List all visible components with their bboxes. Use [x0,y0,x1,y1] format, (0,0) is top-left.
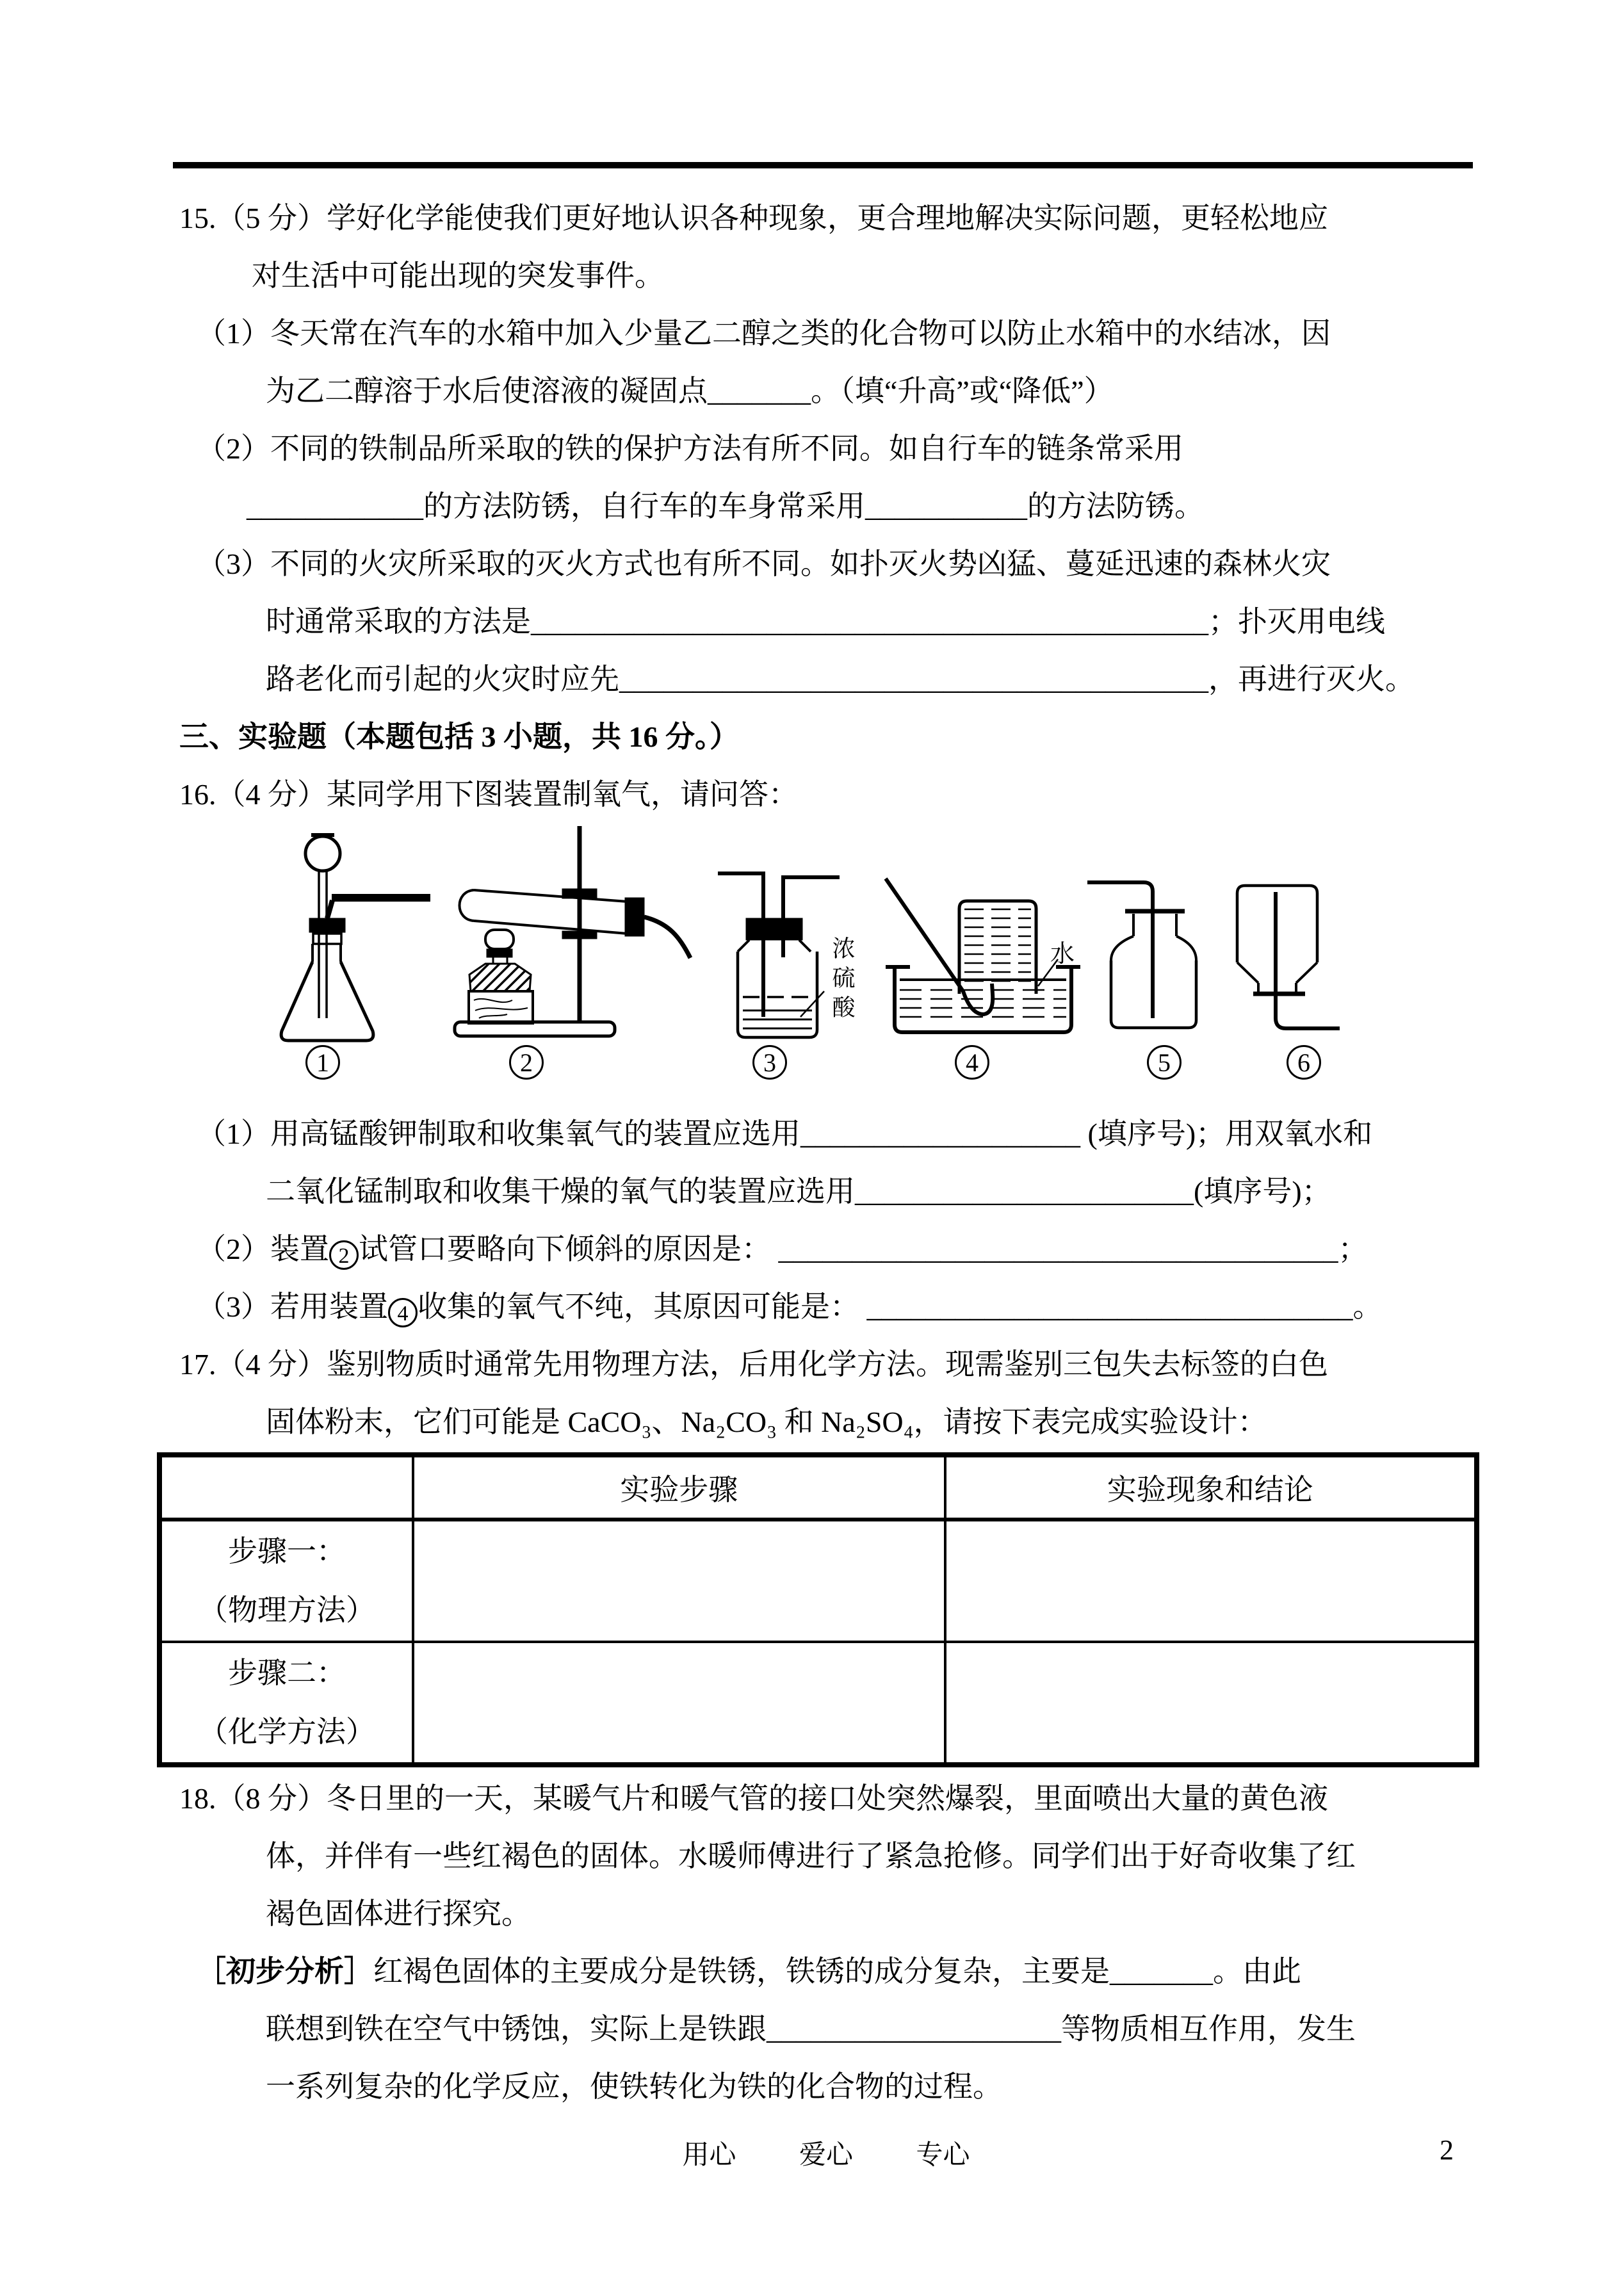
q17-line2: 固体粉末，它们可能是 CaCO₃、Na₂CO₃ 和 Na₂SO₄，请按下表完成实验设计： [266,1406,1267,1438]
q15-line2: 对生活中可能出现的突发事件。 [252,259,664,292]
concentrated-sulfuric-acid-label: 浓硫酸 [829,936,855,1025]
table-header-row [159,1455,1477,1520]
q17-line1: 17.（4 分）鉴别物质时通常先用物理方法，后用化学方法。现需鉴别三包失去标签的白色 [179,1348,1328,1381]
circled-number-2: 2 [329,1240,359,1270]
apparatus-line-art [179,826,1473,1101]
step2-label: 步骤二： [228,1657,346,1689]
apparatus-number-4: 4 [955,1045,989,1080]
apparatus-number-1: 1 [305,1045,340,1080]
table-header-empty-cell [159,1455,413,1520]
q18-line1: 18.（8 分）冬日里的一天，某暖气片和暖气管的接口处突然爆裂，里面喷出大量的黄色液 [179,1782,1328,1815]
footer-word-3: 专心 [916,2141,970,2170]
page-number: 2 [1440,2134,1454,2166]
q16-item3-text-post: 收集的氧气不纯，其原因可能是： _________________________________。 [418,1290,1383,1323]
step2-method: （化学方法） [199,1715,375,1748]
q16-item1-line2: 二氧化锰制取和收集干燥的氧气的装置应选用_______________________(填序号)； [266,1175,1331,1208]
footer-word-1: 用心 [682,2141,736,2170]
q16-item2-line [179,1220,1479,1278]
table-step2-result-cell [945,1642,1477,1765]
q18-line3: 褐色固体进行探究。 [266,1897,531,1930]
step1-method: （物理方法） [199,1594,375,1626]
inverted-gas-bottle-apparatus-6 [1237,886,1340,1028]
table-step2-label-cell [159,1642,413,1765]
test-tube-stand-apparatus-2 [455,826,690,1036]
q18-analysis-text1: 红褐色固体的主要成分是铁锈，铁锈的成分复杂，主要是_______。由此 [373,1955,1301,1988]
q16-item2-text-pre: （2）装置 [197,1233,329,1265]
q18-analysis-label: ［初步分析］ [197,1955,373,1988]
q15-item3-line1: （3）不同的火灾所采取的灭火方式也有所不同。如扑灭火势凶猛、蔓延迅速的森林火灾 [197,547,1331,580]
q18-analysis-line3: 一系列复杂的化学反应，使铁转化为铁的化合物的过程。 [266,2070,1002,2103]
q15-item1-line2: 为乙二醇溶于水后使溶液的凝固点_______。（填“升高”或“降低”） [266,375,1114,407]
experiment-design-table [157,1452,1479,1767]
apparatus-number-3: 3 [752,1045,787,1080]
page-footer [179,2134,1473,2172]
table-header-steps: 实验步骤 [413,1455,945,1520]
water-label: 水 [1050,941,1075,968]
apparatus-number-2: 2 [509,1045,544,1080]
q16-item3-text-pre: （3）若用装置 [197,1290,388,1323]
q16-item3-line [179,1278,1479,1336]
q15-item3-line2: 时通常采取的方法是______________________________________________；扑灭用电线 [266,605,1385,638]
header-rule [173,162,1473,168]
q15-item3-line3: 路老化而引起的火灾时应先________________________________________，再进行灭火。 [266,663,1415,695]
table-header-result: 实验现象和结论 [945,1455,1477,1520]
table-step1-result-cell [945,1520,1477,1642]
q16-item1-line1: （1）用高锰酸钾制取和收集氧气的装置应选用___________________ (填序号)；用双氧水和 [197,1117,1373,1150]
q15-item2-line2: ____________的方法防锈，自行车的车身常采用___________的方法防锈。 [247,490,1204,523]
q15-item2-line1: （2）不同的铁制品所采取的铁的保护方法有所不同。如自行车的链条常采用 [197,432,1183,465]
table-step1-label-cell [159,1520,413,1642]
flask-apparatus-1 [281,835,430,1041]
section3-heading: 三、实验题（本题包括 3 小题，共 16 分。） [179,720,739,753]
q18-analysis-line2: 联想到铁在空气中锈蚀，实际上是铁跟____________________等物质相互作用，发生 [266,2013,1356,2045]
circled-number-4: 4 [388,1298,418,1327]
q15-item1-line1: （1）冬天常在汽车的水箱中加入少量乙二醇之类的化合物可以防止水箱中的水结冰，因 [197,317,1331,350]
apparatus-diagram [179,826,1473,1101]
page-content [179,190,1479,2116]
q15-line1: 15.（5 分）学好化学能使我们更好地认识各种现象，更合理地解决实际问题，更轻松地应 [179,202,1328,234]
gas-bottle-apparatus-5 [1087,882,1196,1028]
q16-item2-text-post: 试管口要略向下倾斜的原因是： ______________________________________； [359,1233,1368,1265]
table-row-step2 [159,1642,1477,1765]
q16-intro: 16.（4 分）某同学用下图装置制氧气，请问答： [179,778,798,811]
q18-analysis-line1 [179,1943,1479,2000]
step1-label: 步骤一： [228,1535,346,1568]
gas-washing-bottle-apparatus-3 [718,873,840,1037]
table-row-step1 [159,1520,1477,1642]
apparatus-number-5: 5 [1147,1045,1181,1080]
table-step1-steps-cell [413,1520,945,1642]
apparatus-number-6: 6 [1287,1045,1321,1080]
q18-line2: 体，并伴有一些红褐色的固体。水暖师傅进行了紧急抢修。同学们出于好奇收集了红 [266,1840,1356,1872]
footer-word-2: 爱心 [799,2141,853,2170]
table-step2-steps-cell [413,1642,945,1765]
